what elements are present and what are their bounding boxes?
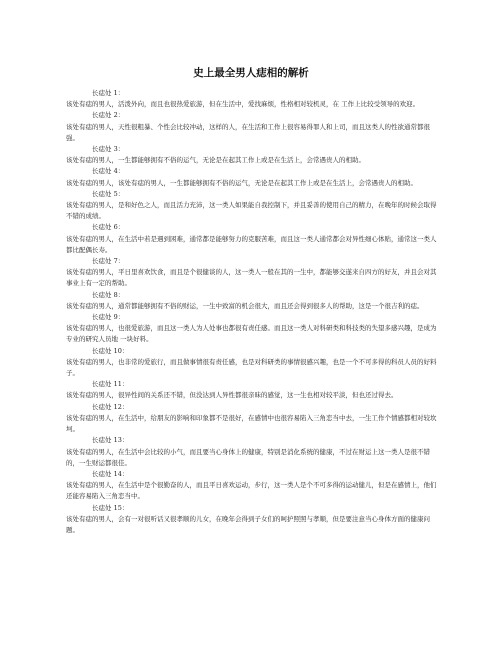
section-heading: 长痣处 10： bbox=[92, 346, 129, 355]
section-paragraph: 该处有痣的男人，在生活中若是遇到困难，通常都是能够努力的克服苦难，而且这一类人通常都会对异性细心体贴，通常这一类人都比配偶长寿。 bbox=[66, 234, 437, 254]
section-14 bbox=[66, 469, 438, 503]
page-title: 史上最全男人痣相的解析 bbox=[193, 67, 309, 79]
section-heading: 长痣处 9： bbox=[92, 313, 125, 322]
section-3 bbox=[66, 144, 438, 166]
section-12 bbox=[66, 402, 438, 436]
section-paragraph: 该处有痣的男人，在生活中，给朋友的影响和印象都不是很好，在感情中也很容易陷入三角恋当中去，一生工作个情感都相对较坎坷。 bbox=[66, 413, 437, 434]
section-paragraph: 该处有痣的男人，会有一对很听话又很孝顺的儿女，在晚年会得到子女们的呵护照照与孝顺，但是要注意当心身体方面的健康问题。 bbox=[66, 514, 430, 534]
section-paragraph: 该处有痣的男人，一生都能够拥有不俗的运气，无论是在起其工作上或是在生活上，会常遇贵人的相助。 bbox=[66, 156, 365, 165]
section-paragraph: 该处有痣的男人，也非常的爱旅行，而且做事情很有责任感，也是对科研类的事情很感兴趣，也是一个不可多得的科员人员的好料子。 bbox=[66, 357, 437, 378]
section-heading: 长痣处 2： bbox=[92, 111, 125, 120]
section-heading: 长痣处 7： bbox=[92, 257, 125, 266]
section-9 bbox=[66, 312, 438, 346]
document-body bbox=[66, 88, 438, 536]
section-paragraph: 该处有痣的男人，在生活中会比较的小气，而且要当心身体上的健康，特别是消化系统的健康，不过在财运上这一类人是很不错的，一生财运都很佳。 bbox=[66, 447, 430, 467]
section-heading: 长痣处 8： bbox=[92, 290, 125, 299]
section-heading: 长痣处 5： bbox=[92, 189, 125, 198]
section-paragraph: 该处有痣的男人，也很爱旅游，而且这一类人为人处事也都很有责任感。而且这一类人对科研类和科技类的失望多感兴趣，是成为专业的研究人员地 一块好料。 bbox=[66, 324, 437, 344]
section-2 bbox=[66, 110, 438, 144]
section-paragraph: 该处有痣的男人，平日里喜欢饮食，而且是个很健谈的人，这一类人一般在其的一生中，都能够交遂来自四方的好友，并且会对其事业上有一定的帮助。 bbox=[66, 268, 437, 288]
section-paragraph: 该处有痣的男人，天性很粗暴、个性会比较冲动，这样的人，在生活和工作上很容易得罪人和上司，而且这类人的性欲通常都很强。 bbox=[66, 122, 430, 142]
section-8 bbox=[66, 290, 438, 312]
section-15 bbox=[66, 503, 438, 537]
section-5 bbox=[66, 189, 438, 223]
section-heading: 长痣处 15： bbox=[92, 503, 129, 512]
section-heading: 长痣处 14： bbox=[92, 469, 129, 478]
section-4 bbox=[66, 166, 438, 188]
section-1 bbox=[66, 88, 438, 110]
section-paragraph: 该处有痣的男人，该处有痣的男人，一生都能够拥有不俗的运气，无论是在起其工作上或是在生活上，会常遇贵人的相助。 bbox=[66, 178, 417, 187]
section-11 bbox=[66, 379, 438, 401]
section-6 bbox=[66, 222, 438, 256]
section-paragraph: 该处有痣的男人，是和好色之人，而且活力充沛，这一类人如果能自我控制下，并且妥善的使用自己的精力，在晚年的时候会取得不错的成绩。 bbox=[66, 201, 437, 221]
section-paragraph: 该处有痣的男人，很异性间的关系还不错，但没达到人异性都很亲昧的感觉，这一生也相对较平淡，但也还过得去。 bbox=[66, 391, 398, 400]
section-heading: 长痣处 13： bbox=[92, 436, 129, 445]
section-heading: 长痣处 4： bbox=[92, 167, 125, 176]
section-paragraph: 该处有痣的男人，活泼外向，而且也很热爱旅游，但在生活中，爱找麻烦，性格相对较机灵，在 工作上比较受领导的欢迎。 bbox=[66, 100, 420, 109]
section-7 bbox=[66, 256, 438, 290]
section-heading: 长痣处 11： bbox=[92, 380, 129, 389]
section-heading: 长痣处 3： bbox=[92, 145, 125, 154]
section-heading: 长痣处 6： bbox=[92, 223, 125, 232]
section-10 bbox=[66, 346, 438, 380]
section-paragraph: 该处有痣的男人，通常都能够拥有不俗的财运，一生中致富的机会很大，而且还会得到很多人的帮助，这是一个很吉利的痣。 bbox=[66, 301, 424, 310]
section-heading: 长痣处 1： bbox=[92, 89, 125, 97]
section-heading: 长痣处 12： bbox=[92, 402, 129, 411]
section-13 bbox=[66, 435, 438, 469]
section-paragraph: 该处有痣的男人，在生活中是个很勤奋的人，而且平日喜欢运动，步行，这一类人是个不可多得的运动健儿，但是在感情上，他们还能容易陷入三角恋当中。 bbox=[66, 481, 437, 501]
